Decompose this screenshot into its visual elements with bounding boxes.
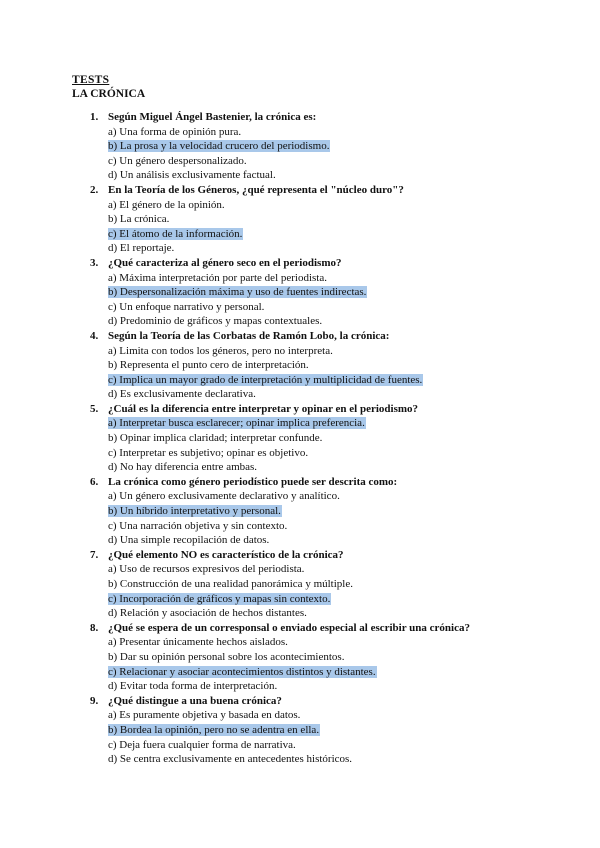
question-text: ¿Qué elemento NO es característico de la crónica? [108,548,344,561]
option-b: b) Construcción de una realidad panorámica y múltiple. [108,578,353,590]
option-c-selected: c) El átomo de la información. [108,227,243,240]
document-title: TESTS [72,74,110,86]
option-list [0,635,600,693]
option-c-selected: c) Incorporación de gráficos y mapas sin contexto. [108,592,331,605]
option-a: a) Máxima interpretación por parte del periodista. [108,271,327,284]
question-number: 9. [90,694,99,707]
question-7 [0,548,600,621]
option-a: a) Un género exclusivamente declarativo y analítico. [108,490,340,503]
question-text: ¿Qué distingue a una buena crónica? [108,694,282,707]
option-list [0,489,600,547]
option-a: a) Es puramente objetiva y basada en datos. [108,709,301,722]
question-1 [0,110,600,183]
option-c: c) Un género despersonalizado. [108,154,247,167]
question-number: 3. [90,256,99,269]
question-text: En la Teoría de los Géneros, ¿qué representa el "núcleo duro"? [108,183,404,196]
option-list [0,416,600,474]
question-text: ¿Qué caracteriza al género seco en el periodismo? [108,256,342,269]
question-number: 4. [90,329,99,342]
question-number: 6. [90,475,99,488]
option-a: a) El género de la opinión. [108,198,225,211]
option-list [0,125,600,183]
document-subtitle: LA CRÓNICA [72,88,146,100]
option-b-selected: b) Despersonalización máxima y uso de fuentes indirectas. [108,286,367,299]
option-list [0,562,600,620]
option-d: d) Es exclusivamente declarativa. [108,388,256,401]
option-c-selected: c) Relacionar y asociar acontecimientos distintos y distantes. [108,665,376,678]
option-list [0,271,600,329]
option-b: b) Opinar implica claridad; interpretar confunde. [108,432,323,445]
option-d: d) Un análisis exclusivamente factual. [108,169,276,182]
option-c: c) Interpretar es subjetivo; opinar es objetivo. [108,446,309,459]
option-b: b) Dar su opinión personal sobre los acontecimientos. [108,650,345,663]
option-a: a) Uso de recursos expresivos del periodista. [108,563,305,576]
option-c: c) Un enfoque narrativo y personal. [108,300,265,313]
option-list [0,344,600,402]
option-d: d) Predominio de gráficos y mapas contextuales. [108,315,323,328]
option-a-selected: a) Interpretar busca esclarecer; opinar implica preferencia. [108,417,365,430]
question-3 [0,256,600,329]
question-list [0,110,600,767]
question-text: Según Miguel Ángel Bastenier, la crónica es: [108,111,317,123]
question-2 [0,183,600,256]
option-b-selected: b) La prosa y la velocidad crucero del periodismo. [108,140,330,153]
option-d: d) Evitar toda forma de interpretación. [108,680,278,693]
question-number: 2. [90,183,99,196]
question-text: La crónica como género periodístico puede ser descrita como: [108,475,398,488]
question-number: 7. [90,548,99,561]
question-text: Según la Teoría de las Corbatas de Ramón Lobo, la crónica: [108,329,390,342]
option-d: d) Relación y asociación de hechos distantes. [108,607,307,620]
option-c: c) Deja fuera cualquier forma de narrativa. [108,738,296,751]
option-c-selected: c) Implica un mayor grado de interpretación y multiplicidad de fuentes. [108,373,423,386]
option-a: a) Presentar únicamente hechos aislados. [108,636,288,649]
question-9 [0,694,600,767]
option-c: c) Una narración objetiva y sin contexto. [108,519,288,532]
option-b: b) Representa el punto cero de interpretación. [108,359,309,372]
option-b: b) La crónica. [108,213,170,226]
question-8 [0,621,600,694]
option-list [0,708,600,766]
option-a: a) Limita con todos los géneros, pero no interpreta. [108,344,333,357]
option-d: d) El reportaje. [108,242,175,255]
option-a: a) Una forma de opinión pura. [108,125,242,138]
option-b-selected: b) Un híbrido interpretativo y personal. [108,505,281,518]
question-text: ¿Cuál es la diferencia entre interpretar y opinar en el periodismo? [108,402,419,415]
question-5 [0,402,600,475]
option-d: d) No hay diferencia entre ambas. [108,461,258,474]
question-number: 5. [90,402,99,415]
question-text: ¿Qué se espera de un corresponsal o enviado especial al escribir una crónica? [108,621,470,634]
option-d: d) Una simple recopilación de datos. [108,534,270,547]
question-6 [0,475,600,548]
option-list [0,198,600,256]
option-b-selected: b) Bordea la opinión, pero no se adentra en ella. [108,723,320,736]
question-number: 1. [90,111,99,123]
question-4 [0,329,600,402]
question-number: 8. [90,621,99,634]
option-d: d) Se centra exclusivamente en antecedentes históricos. [108,753,353,766]
